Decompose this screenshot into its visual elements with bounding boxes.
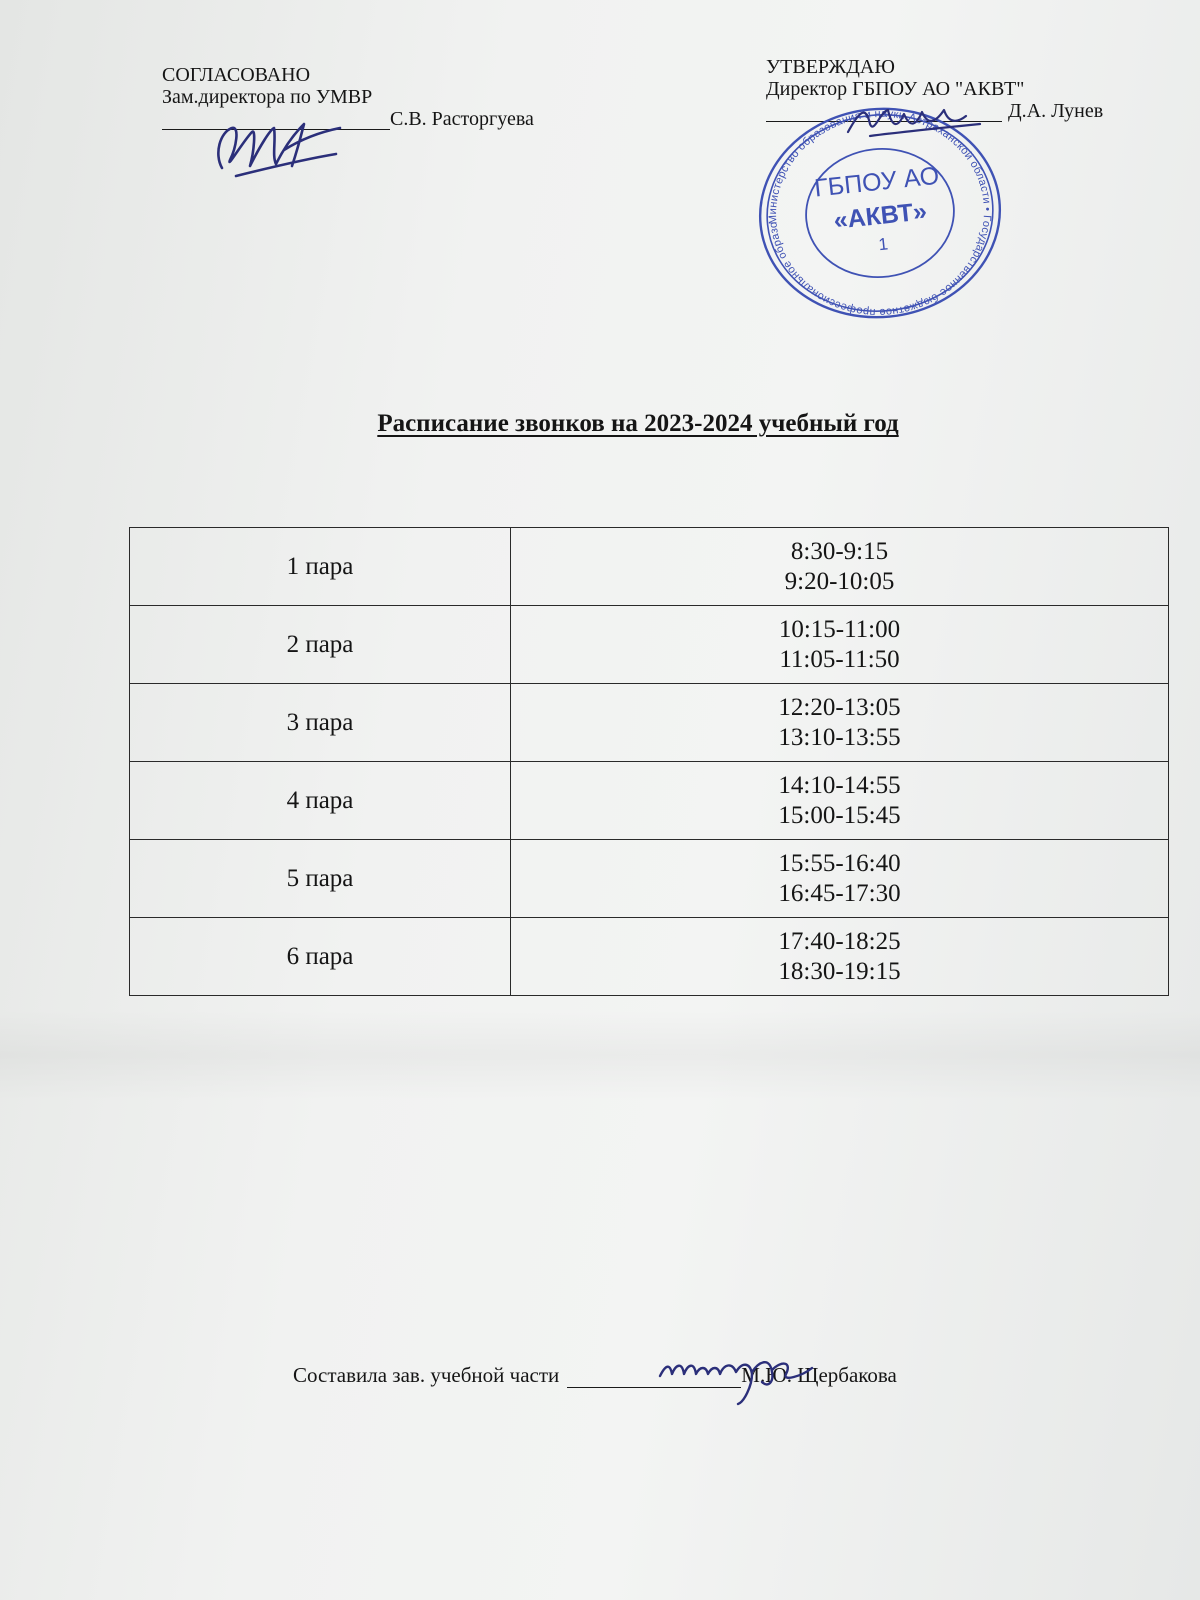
table-row — [130, 762, 1169, 840]
time-first: 12:20-13:05 — [778, 693, 901, 721]
head-of-studies-signature-icon — [652, 1342, 822, 1412]
time-cell — [511, 840, 1169, 918]
time-first: 8:30-9:15 — [790, 537, 889, 565]
pair-cell: 2 пара — [130, 606, 511, 684]
time-second: 11:05-11:50 — [779, 645, 900, 673]
stamp-center-line1: ГБПОУ АО — [813, 161, 941, 203]
pair-cell: 1 пара — [130, 528, 511, 606]
director-signature-icon — [840, 98, 990, 144]
agreed-position: Зам.директора по УМВР — [162, 86, 373, 108]
time-cell — [511, 684, 1169, 762]
stamp-ring-text: Министерство образования и науки Астраханской области • Государственное бюджетное профессиональное образовательное — [766, 107, 993, 319]
pair-cell: 6 пара — [130, 918, 511, 996]
approve-name: Д.А. Лунев — [1008, 100, 1104, 122]
time-second: 15:00-15:45 — [778, 801, 901, 829]
pair-cell: 4 пара — [130, 762, 511, 840]
bell-schedule-table — [129, 527, 1169, 996]
stamp-center-line2: «АКВТ» — [832, 197, 929, 235]
table-row — [130, 918, 1169, 996]
stamp-center-number: 1 — [877, 234, 889, 255]
time-first: 15:55-16:40 — [778, 849, 901, 877]
time-first: 17:40-18:25 — [778, 927, 901, 955]
footer-name: М.Ю. Щербакова — [741, 1363, 897, 1387]
page-title: Расписание звонков на 2023-2024 учебный год — [377, 410, 899, 437]
agreed-heading: СОГЛАСОВАНО — [162, 64, 311, 86]
paper-fold-shadow — [0, 1010, 1200, 1100]
time-second: 16:45-17:30 — [778, 879, 901, 907]
time-first: 10:15-11:00 — [778, 615, 901, 643]
time-first: 14:10-14:55 — [778, 771, 901, 799]
time-second: 18:30-19:15 — [778, 957, 901, 985]
time-cell — [511, 762, 1169, 840]
agreed-name: С.В. Расторгуева — [390, 108, 534, 130]
table-row — [130, 606, 1169, 684]
table-row — [130, 528, 1169, 606]
pair-cell: 3 пара — [130, 684, 511, 762]
time-second: 9:20-10:05 — [784, 567, 895, 595]
table-row — [130, 684, 1169, 762]
time-cell — [511, 606, 1169, 684]
time-cell — [511, 918, 1169, 996]
time-cell — [511, 528, 1169, 606]
table-row — [130, 840, 1169, 918]
approve-heading: УТВЕРЖДАЮ — [766, 56, 895, 78]
deputy-signature-icon — [200, 110, 350, 190]
approve-position: Директор ГБПОУ АО "АКВТ" — [766, 78, 1025, 100]
footer-label: Составила зав. учебной части — [293, 1363, 560, 1387]
time-second: 13:10-13:55 — [778, 723, 901, 751]
pair-cell: 5 пара — [130, 840, 511, 918]
